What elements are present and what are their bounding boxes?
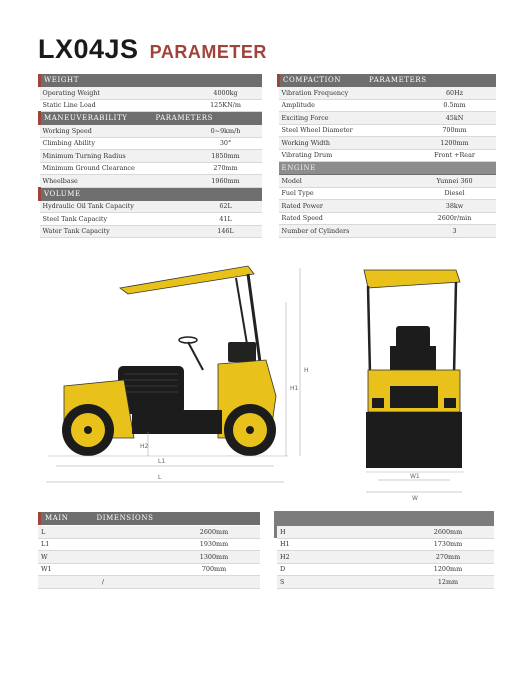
section-title: MANEUVERABILITY [44, 114, 128, 122]
dim-label-w1: W1 [410, 473, 420, 480]
table-row [40, 225, 262, 238]
row-label: Amplitude [279, 99, 414, 112]
row-value: 4000kg [190, 87, 262, 100]
table-row [279, 137, 496, 150]
row-value: 700mm [414, 124, 496, 137]
row-label: Minimum Ground Clearance [40, 162, 190, 175]
table-row [38, 538, 260, 551]
model-name: LX04JS [38, 34, 139, 64]
row-value: 2600mm [402, 526, 494, 538]
light-right [444, 398, 456, 408]
table-row [279, 124, 496, 137]
table-row [277, 576, 494, 589]
row-value: 125KN/m [190, 99, 262, 112]
main-dimensions-header [38, 512, 494, 525]
row-label: Vibrating Drum [279, 149, 414, 162]
row-value: 1200mm [414, 137, 496, 150]
row-label: Steel Wheel Diameter [279, 124, 414, 137]
row-value: 1850mm [190, 150, 262, 163]
row-value: Diesel [414, 187, 496, 200]
table-row [40, 99, 262, 112]
table-row [40, 200, 262, 213]
row-value: 1930mm [168, 538, 260, 551]
row-label: Exciting Force [279, 112, 414, 125]
section-header-compaction [279, 74, 496, 87]
row-label: Rated Speed [279, 212, 414, 225]
row-value: 2600mm [168, 526, 260, 538]
row-value: 38kw [414, 200, 496, 213]
row-label: L [38, 526, 168, 538]
table-row [277, 526, 494, 538]
row-label: Working Speed [40, 125, 190, 138]
row-value: 62L [190, 200, 262, 213]
row-label: Rated Power [279, 200, 414, 213]
table-row [40, 175, 262, 188]
row-label: / [38, 576, 168, 589]
table-row [40, 150, 262, 163]
row-label: S [277, 576, 402, 589]
steering-column [188, 342, 203, 370]
row-label: H [277, 526, 402, 538]
table-row [277, 551, 494, 564]
row-value: Front +Rear [414, 149, 496, 162]
row-label: Minimum Turning Radius [40, 150, 190, 163]
table-row [279, 149, 496, 162]
canopy-post-left [368, 286, 370, 374]
table-row [279, 225, 496, 238]
row-label: H2 [277, 551, 402, 564]
section-title-2: DIMENSIONS [96, 514, 154, 522]
row-label: Climbing Ability [40, 137, 190, 150]
row-value: 60Hz [414, 87, 496, 100]
table-row [277, 563, 494, 576]
row-label: Model [279, 175, 414, 188]
row-value: Yunnei 360 [414, 175, 496, 188]
light-left [372, 398, 384, 408]
seat [228, 342, 256, 362]
dim-label-h2: H2 [140, 443, 149, 450]
row-label: L1 [38, 538, 168, 551]
center-body [132, 410, 222, 434]
row-value: 3 [414, 225, 496, 238]
table-row [279, 87, 496, 100]
table-row [277, 538, 494, 551]
table-row [279, 200, 496, 213]
front-grille [390, 386, 438, 408]
row-label: W1 [38, 563, 168, 576]
table-row [40, 213, 262, 226]
table-row [38, 576, 260, 589]
section-header-maneuverability [40, 112, 262, 125]
row-label: Vibration Frequency [279, 87, 414, 100]
row-label: Working Width [279, 137, 414, 150]
right-spec-table [277, 74, 496, 238]
row-label: D [277, 563, 402, 576]
section-header-volume: VOLUME [40, 187, 262, 200]
row-value: 45kN [414, 112, 496, 125]
row-label: Hydraulic Oil Tank Capacity [40, 200, 190, 213]
table-row [279, 112, 496, 125]
table-row [279, 175, 496, 188]
row-label: W [38, 551, 168, 564]
dim-label-h1: H1 [290, 385, 299, 392]
operator-platform [390, 346, 436, 370]
section-title-2: PARAMETERS [369, 76, 427, 84]
dim-label-w: W [412, 495, 418, 502]
section-header-engine: ENGINE [279, 162, 496, 175]
dim-label-h: H [304, 367, 309, 374]
row-value: 1730mm [402, 538, 494, 551]
table-row [279, 212, 496, 225]
section-title: COMPACTION [283, 76, 342, 84]
section-title: MAIN [45, 514, 69, 522]
canopy-roof [120, 266, 254, 294]
row-value: 146L [190, 225, 262, 238]
dimensions-left-table [38, 526, 260, 589]
row-value: 12mm [402, 576, 494, 589]
dim-label-l1: L1 [158, 458, 166, 465]
table-row [40, 125, 262, 138]
table-row [40, 162, 262, 175]
rear-drum-axle [84, 426, 92, 434]
roller-side-view [38, 262, 328, 502]
table-row [279, 99, 496, 112]
table-row [279, 187, 496, 200]
left-spec-table [38, 74, 262, 238]
row-label: Static Line Load [40, 99, 190, 112]
page-title [38, 34, 267, 65]
canopy-roof-front [364, 270, 460, 288]
row-value: 0~9km/h [190, 125, 262, 138]
row-value: 1300mm [168, 551, 260, 564]
row-label: Water Tank Capacity [40, 225, 190, 238]
row-value: 30° [190, 137, 262, 150]
row-value: 270mm [190, 162, 262, 175]
dimensions-right-table [277, 526, 494, 589]
front-drum-face [366, 412, 462, 468]
table-row [38, 526, 260, 538]
row-value: 0.5mm [414, 99, 496, 112]
row-value: 700mm [168, 563, 260, 576]
table-row [38, 563, 260, 576]
row-value: 1960mm [190, 175, 262, 188]
row-label: Steel Tank Capacity [40, 213, 190, 226]
row-label: Number of Cylinders [279, 225, 414, 238]
row-value [168, 576, 260, 589]
row-value: 41L [190, 213, 262, 226]
row-value: 2600r/min [414, 212, 496, 225]
main-dimensions-title [38, 512, 260, 525]
table-row [38, 551, 260, 564]
dim-label-l: L [158, 474, 162, 481]
table-row [40, 87, 262, 100]
row-label: H1 [277, 538, 402, 551]
section-header-weight: WEIGHT [40, 74, 262, 87]
canopy-post-right [454, 282, 456, 374]
section-title-2: PARAMETERS [155, 114, 214, 122]
roller-front-view [356, 262, 474, 502]
row-label: Wheelbase [40, 175, 190, 188]
row-value: 1200mm [402, 563, 494, 576]
row-label: Fuel Type [279, 187, 414, 200]
row-label: Operating Weight [40, 87, 190, 100]
row-value: 270mm [402, 551, 494, 564]
page-subtitle: PARAMETER [149, 42, 267, 62]
table-row [40, 137, 262, 150]
front-drum-axle [246, 426, 254, 434]
